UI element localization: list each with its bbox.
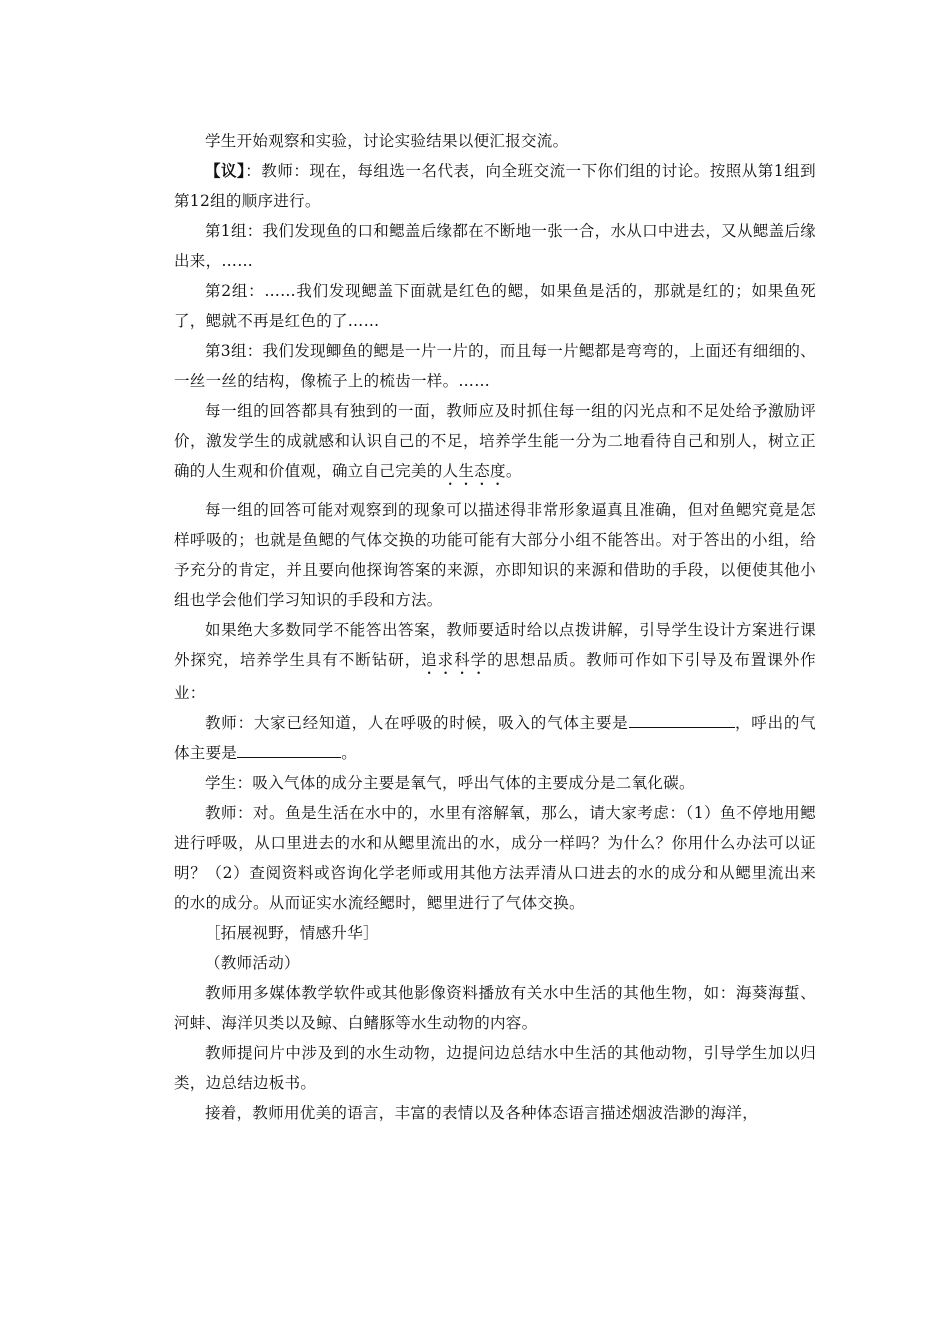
paragraph-text: 第3组：我们发现鲫鱼的鳃是一片一片的，而且每一片鳃都是弯弯的，上面还有细细的、一丝一丝的结构，像梳子上的梳齿一样。…… xyxy=(174,342,816,390)
paragraph xyxy=(174,276,816,336)
paragraph xyxy=(174,708,816,768)
paragraph-text: 的思想品质。教师可作如下引导及布置课外作业： xyxy=(174,651,816,702)
paragraph xyxy=(174,978,816,1038)
paragraph xyxy=(174,768,816,798)
paragraph xyxy=(174,798,816,918)
paragraph-text: 学生开始观察和实验，讨论实验结果以便汇报交流。 xyxy=(205,132,569,150)
paragraph-text: 教师：对。鱼是生活在水中的，水里有溶解氧，那么，请大家考虑：（1）鱼不停地用鳃进行呼吸，从口里进去的水和从鳃里流出的水，成分一样吗？为什么？你用什么办法可以证明？（2）查阅资料或咨询化学老师或用其他方法弄清从口进去的水的成分和从鳃里流出来的水的成分。从而证实水流经鳃时，鳃里进行了气体交换。 xyxy=(174,804,816,912)
paragraph-text: 教师用多媒体教学软件或其他影像资料播放有关水中生活的其他生物，如：海葵海蜇、河蚌、海洋贝类以及鲸、白鳍豚等水生动物的内容。 xyxy=(174,984,816,1032)
paragraph xyxy=(174,918,816,948)
paragraph-text: 教师提问片中涉及到的水生动物，边提问边总结水中生活的其他动物，引导学生加以归类，边总结边板书。 xyxy=(174,1044,816,1092)
paragraph-text: ，呼出的气体主要是 xyxy=(174,714,816,762)
paragraph-text: 每一组的回答可能对观察到的现象可以描述得非常形象逼真且准确，但对鱼鳃究竟是怎样呼吸的；也就是鱼鳃的气体交换的功能可能有大部分小组不能答出。对于答出的小组，给予充分的肯定，并且要向他探询答案的来源，亦即知识的来源和借助的手段，以便使其他小组也学会他们学习知识的手段和方法。 xyxy=(174,501,816,609)
paragraph-text: 。 xyxy=(341,744,358,762)
emphasis-text: 追求科学 xyxy=(421,651,488,669)
paragraph-text: 第1组：我们发现鱼的口和鳃盖后缘都在不断地一张一合，水从口中进去，又从鳃盖后缘出来，…… xyxy=(174,222,816,270)
paragraph-text: ：教师：现在，每组选一名代表，向全班交流一下你们组的讨论。按照从第1组到第12组的顺序进行。 xyxy=(174,162,816,210)
section-subheading: （教师活动） xyxy=(205,954,300,972)
paragraph-text: 教师：大家已经知道，人在呼吸的时候，吸入的气体主要是 xyxy=(205,714,629,732)
document-body xyxy=(174,126,816,1128)
paragraph xyxy=(174,948,816,978)
section-label: 【议】 xyxy=(205,161,246,180)
paragraph-text: 第2组：……我们发现鳃盖下面就是红色的鳃，如果鱼是活的，那就是红的；如果鱼死了，鳃就不再是红色的了…… xyxy=(174,282,816,330)
paragraph xyxy=(174,1098,816,1128)
paragraph xyxy=(174,1038,816,1098)
fill-blank xyxy=(237,743,341,758)
paragraph xyxy=(174,216,816,276)
paragraph-text: 学生：吸入气体的成分主要是氧气，呼出气体的主要成分是二氧化碳。 xyxy=(205,774,695,792)
paragraph-text: 每一组的回答都具有独到的一面，教师应及时抓住每一组的闪光点和不足处给予激励评价，激发学生的成就感和认识自己的不足，培养学生能一分为二地看待自己和别人，树立正确的人生观和价值观，确立自己完美的 xyxy=(174,402,816,480)
fill-blank xyxy=(629,713,735,728)
paragraph xyxy=(174,156,816,216)
paragraph xyxy=(174,615,816,708)
paragraph xyxy=(174,495,816,615)
paragraph-text: 。 xyxy=(505,462,522,480)
paragraph-text: 如果绝大多数同学不能答出答案，教师要适时给以点拨讲解，引导学生设计方案进行课外探究，培养学生具有不断钻研， xyxy=(174,621,816,669)
paragraph xyxy=(174,126,816,156)
emphasis-text: 人生态度 xyxy=(442,462,506,480)
paragraph xyxy=(174,336,816,396)
section-heading: ［拓展视野，情感升华］ xyxy=(205,924,379,942)
paragraph-text: 接着，教师用优美的语言，丰富的表情以及各种体态语言描述烟波浩渺的海洋， xyxy=(205,1104,759,1122)
paragraph xyxy=(174,396,816,489)
